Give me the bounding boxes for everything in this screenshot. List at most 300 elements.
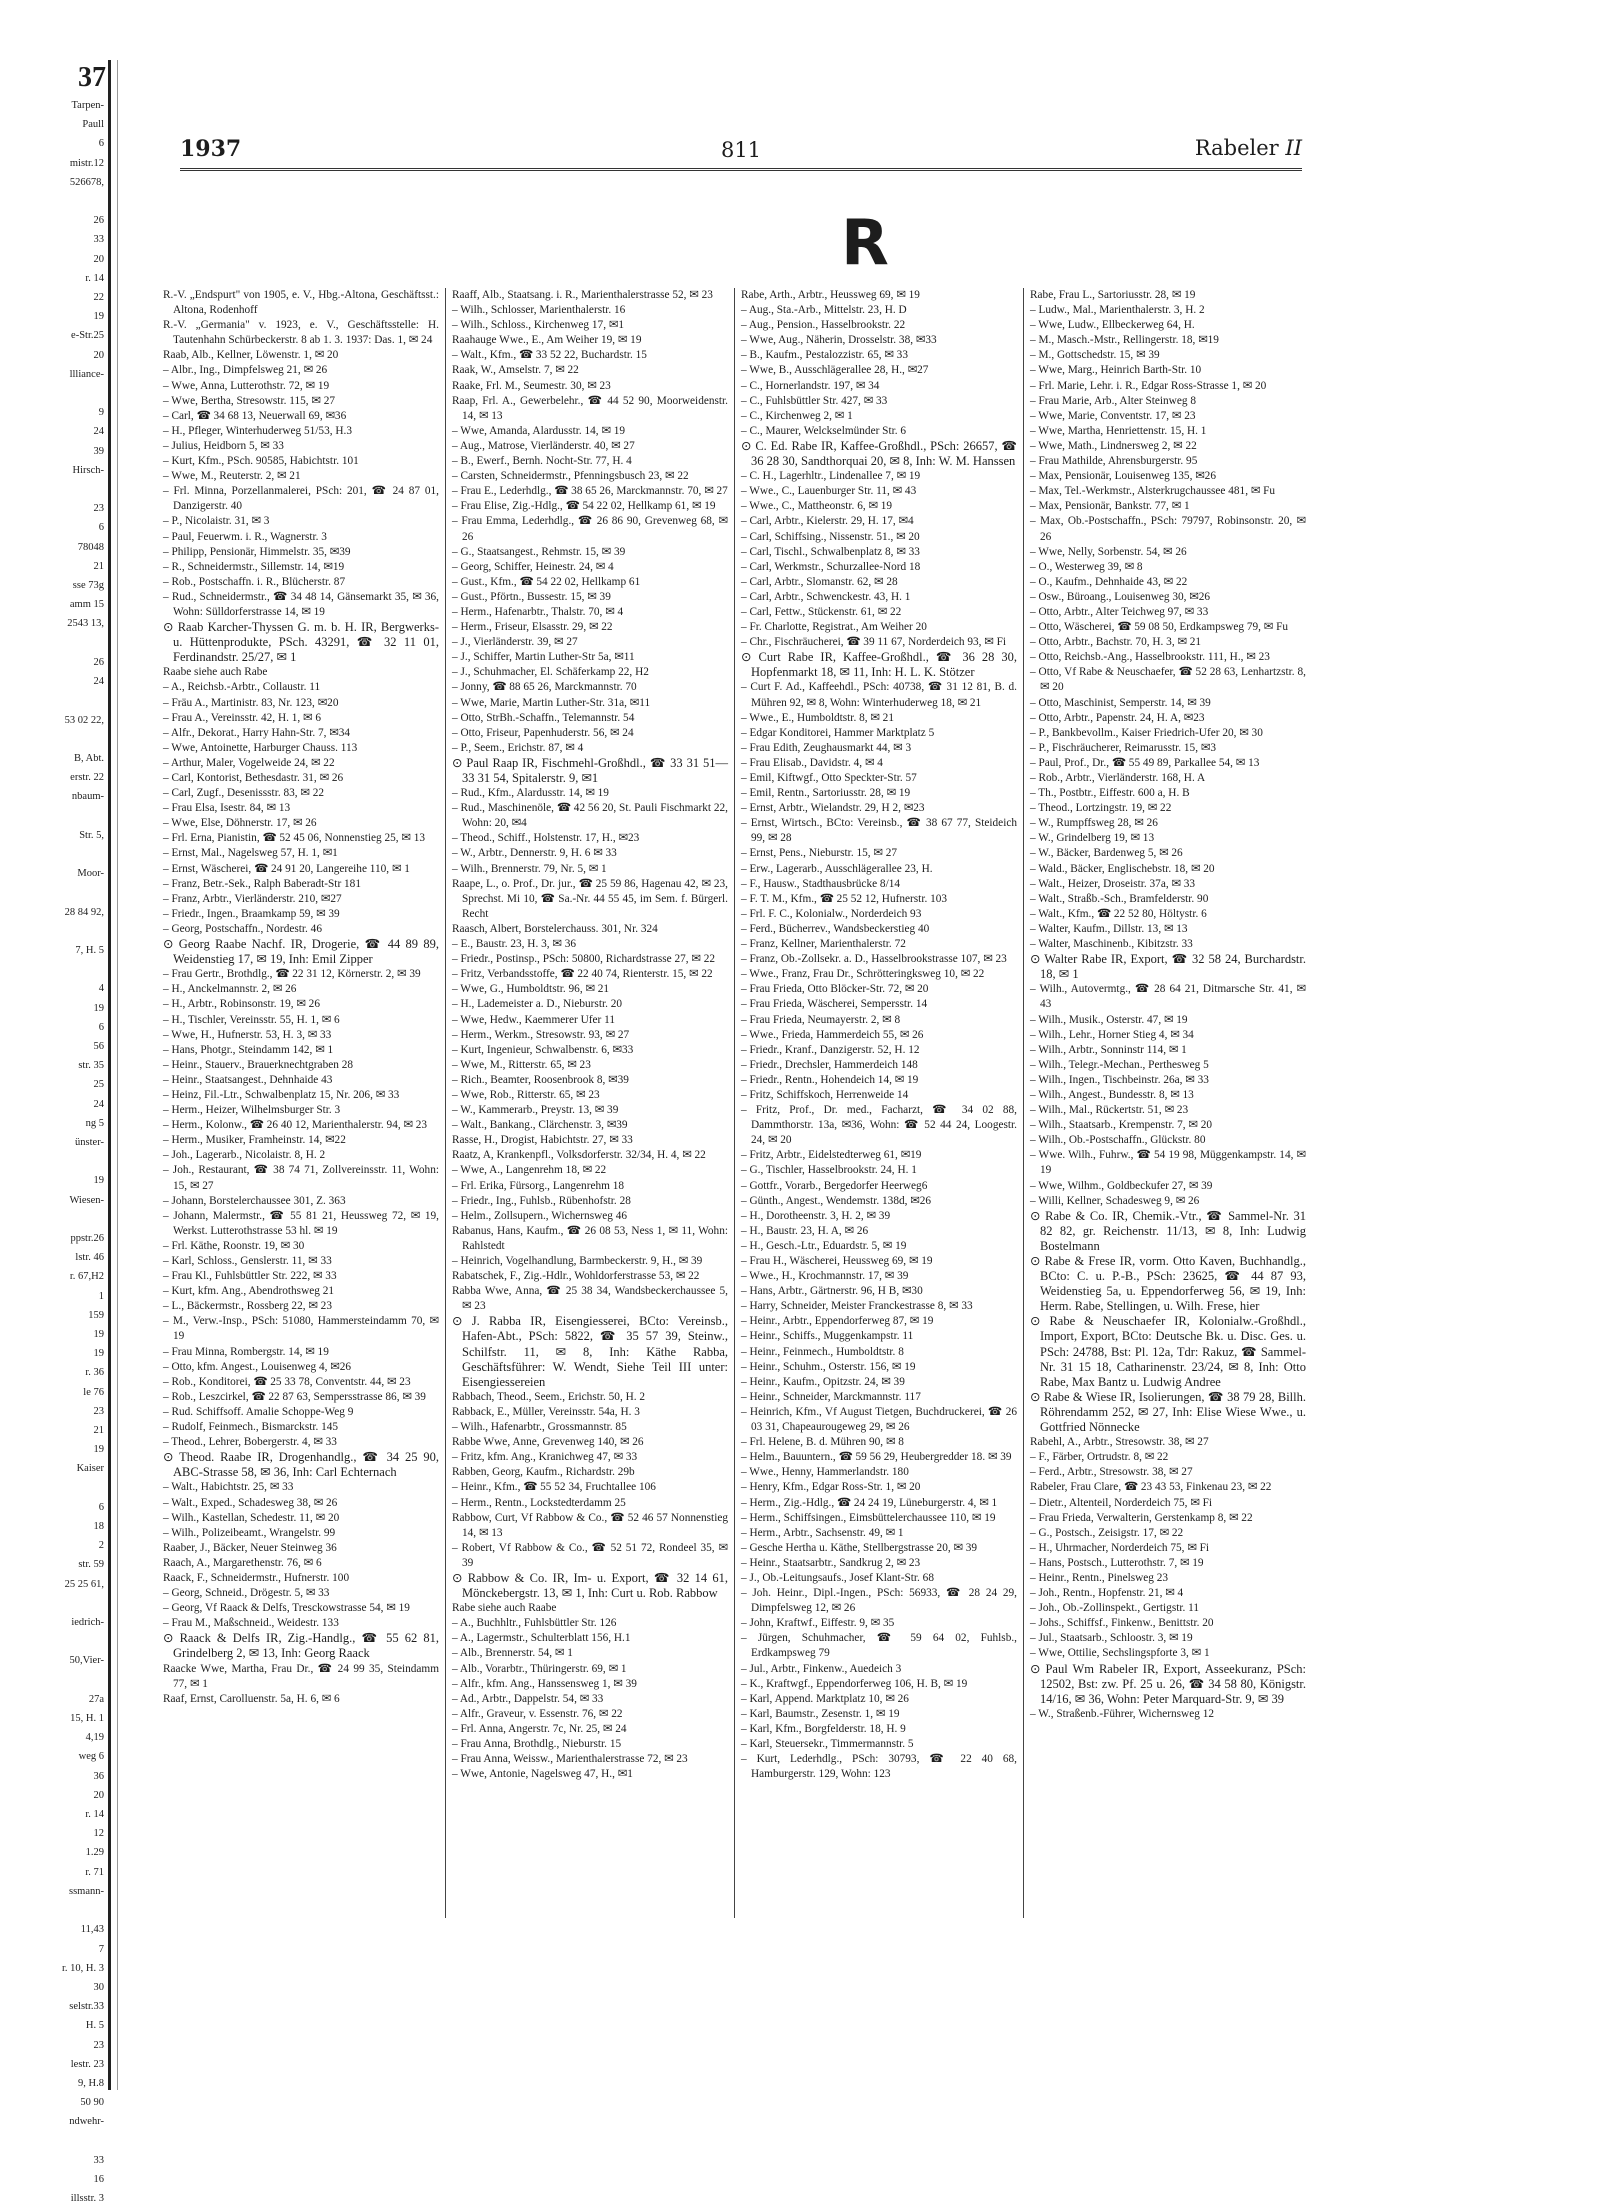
directory-entry: – Theod., Lortzingstr. 19, ✉ 22	[1030, 802, 1172, 815]
directory-entry: – Fritz, Prof., Dr. med., Facharzt, ☎ 34 02 88, Dammthorstr. 13a, ✉36, Wohn: ☎ 52 44 24, Loogestr. 24, ✉ 20	[741, 1104, 1017, 1147]
previous-page-fragment: iedrich-	[71, 1617, 104, 1629]
directory-entry: – Frau A., Vereinsstr. 42, H. 1, ✉ 6	[163, 711, 321, 724]
directory-entry: – Otto, Arbtr., Bachstr. 70, H. 3, ✉ 21	[1030, 636, 1202, 649]
directory-entry: – M., Verw.-Insp., PSch: 51080, Hammersteindamm 70, ✉ 19	[163, 1315, 439, 1343]
directory-entry: – Joh., Lagerarb., Nicolaistr. 8, H. 2	[163, 1149, 326, 1162]
directory-entry: Rabeler, Frau Clare, ☎ 23 43 53, Finkenau 23, ✉ 22	[1030, 1481, 1272, 1494]
directory-entry: – Paul, Prof., Dr., ☎ 55 49 89, Parkallee 54, ✉ 13	[1030, 756, 1260, 769]
directory-entry: – Heinr., Staatsarbtr., Sandkrug 2, ✉ 23	[741, 1556, 921, 1569]
directory-entry: – Wilh., Musik., Osterstr. 47, ✉ 19	[1030, 1013, 1188, 1026]
directory-entry: Raab, Alb., Kellner, Löwenstr. 1, ✉ 20	[163, 349, 339, 362]
running-header	[180, 136, 1302, 171]
directory-entry: – Otto, Reichsb.-Ang., Hasselbrookstr. 111, H., ✉ 23	[1030, 651, 1270, 664]
directory-entry: – Aug., Pension., Hasselbrookstr. 22	[741, 319, 906, 332]
directory-entry: – Frau Anna, Brothdlg., Nieburstr. 15	[452, 1738, 622, 1750]
column-2	[452, 288, 728, 1928]
directory-entry: – H., Pfleger, Winterhuderweg 51/53, H.3	[163, 424, 353, 437]
firm-entry: ⊙ Rabbow & Co. IR, Im- u. Export, ☎ 32 14 61, Mönckebergstr. 13, ✉ 1, Inh: Curt u. Rob. Rabbow	[452, 1570, 728, 1601]
directory-entry: – Joh., Ob.-Zollinspekt., Gertigstr. 11	[1030, 1602, 1200, 1615]
previous-page-fragment: 2	[98, 1540, 104, 1552]
directory-entry: R.-V. „Endspurt" von 1905, e. V., Hbg.-Altona, Geschäftsst.: Altona, Rodenhoff	[163, 289, 439, 317]
directory-entry: – Wwe., Henny, Hammerlandstr. 180	[741, 1466, 909, 1479]
previous-page-fragment: str. 59	[78, 1559, 104, 1571]
directory-entry: – M., Masch.-Mstr., Rellingerstr. 18, ✉19	[1030, 334, 1219, 347]
directory-entry: – Wilh., Staatsarb., Krempenstr. 7, ✉ 20	[1030, 1119, 1212, 1132]
directory-entry: Rabehl, A., Arbtr., Stresowstr. 38, ✉ 27	[1030, 1436, 1209, 1449]
directory-entry: – Heinrich, Vogelhandlung, Barmbeckerstr. 9, H., ✉ 39	[452, 1255, 703, 1267]
directory-entry: – Helm., Zollsupern., Wichernsweg 46	[452, 1209, 628, 1222]
previous-page-fragment: llliance-	[69, 368, 104, 380]
column-4	[1030, 288, 1306, 1928]
previous-page-fragment: 23	[93, 2039, 104, 2051]
firm-entry: ⊙ Theod. Raabe IR, Drogenhandlg., ☎ 34 25 90, ABC-Strasse 58, ✉ 36, Inh: Carl Echternach	[163, 1450, 439, 1480]
previous-page-fragment: lstr. 46	[75, 1252, 104, 1264]
directory-entry: – Georg, Postschaffn., Nordestr. 46	[163, 922, 322, 935]
section-letter	[0, 206, 1600, 279]
directory-entry: – O., Kaufm., Dehnhaide 43, ✉ 22	[1030, 575, 1188, 588]
directory-entry: – Wwe, Bertha, Stresowstr. 115, ✉ 27	[163, 394, 335, 407]
directory-entry: – Frl. Käthe, Roonstr. 19, ✉ 30	[163, 1239, 305, 1252]
directory-entry: – Walt., Bankang., Clärchenstr. 3, ✉39	[452, 1119, 628, 1132]
previous-page-fragment	[0, 730, 108, 749]
directory-entry: – Alfr., kfm. Ang., Hanssensweg 1, ✉ 39	[452, 1677, 637, 1690]
directory-entry: – Frau Minna, Rombergstr. 14, ✉ 19	[163, 1345, 329, 1358]
directory-entry: – M., Gottschedstr. 15, ✉ 39	[1030, 349, 1160, 362]
directory-entry: – G., Staatsangest., Rehmstr. 15, ✉ 39	[452, 545, 626, 558]
previous-page-fragment: Moor-	[77, 868, 104, 880]
directory-entry: – Alb., Brennerstr. 54, ✉ 1	[452, 1647, 573, 1660]
directory-entry: – B., Ewerf., Bernh. Nocht-Str. 77, H. 4	[452, 455, 632, 468]
previous-page-year: 37	[78, 62, 106, 93]
previous-page-fragment: r. 36	[85, 1367, 104, 1379]
directory-entry: – Wwe., E., Humboldtstr. 8, ✉ 21	[741, 711, 894, 724]
firm-entry: ⊙ Raack & Delfs IR, Zig.-Handlg., ☎ 55 62 81, Grindelberg 2, ✉ 13, Inh: Georg Raack	[163, 1631, 439, 1661]
previous-page-fragment	[0, 960, 108, 979]
directory-entry: – Aug., Matrose, Vierländerstr. 40, ✉ 27	[452, 439, 635, 452]
directory-entry: – B., Kaufm., Pestalozzistr. 65, ✉ 33	[741, 349, 908, 362]
directory-entry: – J., Schuhmacher, El. Schäferkamp 22, H2	[452, 666, 649, 679]
directory-entry: – Wwe, Nelly, Sorbenstr. 54, ✉ 26	[1030, 545, 1187, 558]
directory-entry: – Joh., Rentn., Hopfenstr. 21, ✉ 4	[1030, 1587, 1184, 1600]
directory-entry: – Wwe., C., Lauenburger Str. 11, ✉ 43	[741, 485, 917, 498]
directory-entry: – Frl. Erna, Pianistin, ☎ 52 45 06, Nonnenstieg 25, ✉ 13	[163, 832, 426, 845]
directory-entry: – Wilh., Ingen., Tischbeinstr. 26a, ✉ 33	[1030, 1073, 1209, 1086]
previous-page-fragment: 6	[98, 138, 104, 150]
previous-page-fragment: 19	[93, 1329, 104, 1340]
directory-entry: – Fräu A., Martinistr. 83, Nr. 123, ✉20	[163, 696, 339, 709]
previous-page-fragment: 28 84 92,	[64, 906, 104, 918]
directory-entry: – Friedr., Drechsler, Hammerdeich 148	[741, 1058, 918, 1071]
directory-entry: Raaber, J., Bäcker, Neuer Steinweg 36	[163, 1541, 337, 1554]
previous-page-fragment: 2543 13,	[67, 618, 104, 630]
previous-page-fragment: erstr. 22	[70, 772, 104, 784]
firm-entry: ⊙ Paul Wm Rabeler IR, Export, Asseekuranz, PSch: 12502, Bst: zw. Pf. 25 u. 26, ☎ 34 58 80, Königstr. 14/16, ✉ 36, Wohn: Peter Marquard-Str. 9, ✉ 39	[1030, 1661, 1306, 1706]
directory-entry: – J., Ob.-Leitungsaufs., Josef Klant-Str. 68	[741, 1571, 934, 1584]
directory-entry: – Fritz, kfm. Ang., Kranichweg 47, ✉ 33	[452, 1451, 638, 1464]
directory-entry: – Philipp, Pensionär, Himmelstr. 35, ✉39	[163, 545, 351, 558]
previous-page-fragment: 50,Vier-	[69, 1655, 104, 1667]
directory-entry: – Erw., Lagerarb., Ausschlägerallee 23, H.	[741, 862, 933, 875]
directory-entry: Raak, W., Amselstr. 7, ✉ 22	[452, 364, 579, 377]
previous-page-fragment: 23	[93, 1405, 104, 1417]
running-head	[1195, 136, 1302, 160]
column-1	[163, 288, 439, 1928]
directory-entry: – Wwe, Ludw., Ellbeckerweg 64, H.	[1030, 319, 1195, 332]
directory-entry: – Wwe, Anna, Lutterothstr. 72, ✉ 19	[163, 379, 330, 392]
previous-page-fragment: ndwehr-	[69, 2116, 104, 2128]
directory-entry: – Rob., Postschaffn. i. R., Blücherstr. 87	[163, 575, 346, 588]
previous-page-fragment: 19	[93, 1002, 104, 1014]
previous-page-fragment: 16	[93, 2173, 104, 2185]
firm-entry: ⊙ Walter Rabe IR, Export, ☎ 32 58 24, Burchardstr. 18, ✉ 1	[1030, 952, 1306, 982]
directory-entry: – Rud., Maschinenöle, ☎ 42 56 20, St. Pauli Fischmarkt 22, Wohn: 20, ✉4	[452, 802, 728, 830]
directory-entry: – Ad., Arbtr., Dappelstr. 54, ✉ 33	[452, 1692, 604, 1705]
directory-entry: – K., Kraftwgf., Eppendorferweg 106, H. B, ✉ 19	[741, 1677, 968, 1690]
directory-entry: – J., Vierländerstr. 39, ✉ 27	[452, 636, 578, 649]
previous-page-fragment: 159	[88, 1309, 104, 1321]
page-number: 811	[720, 138, 762, 162]
directory-entry: – Frau Kl., Fuhlsbüttler Str. 222, ✉ 33	[163, 1270, 337, 1283]
directory-entry: – Frl. Anna, Angerstr. 7c, Nr. 25, ✉ 24	[452, 1722, 627, 1735]
directory-entry: – Johann, Malermstr., ☎ 55 81 21, Heussweg 72, ✉ 19, Werkst. Lutterothstrasse 53 hl. ✉ 19	[163, 1209, 439, 1237]
directory-entry: – Wwe, Amanda, Alardusstr. 14, ✉ 19	[452, 424, 626, 437]
previous-page-fragment: selstr.33	[69, 2001, 104, 2013]
previous-page-fragment: 1	[98, 1290, 104, 1302]
directory-entry: – H., Uhrmacher, Norderdeich 75, ✉ Fi	[1030, 1541, 1210, 1554]
previous-page-fragment	[0, 691, 108, 710]
directory-entry: – Henry, Kfm., Edgar Ross-Str. 1, ✉ 20	[741, 1481, 921, 1494]
directory-entry: – Frau Elisab., Davidstr. 4, ✉ 4	[741, 756, 883, 769]
header-year: 1937	[180, 136, 242, 162]
firm-entry: ⊙ J. Rabba IR, Eisengiesserei, BCto: Vereinsb., Hafen-Abt., PSch: 5822, ☎ 35 57 39, Steinw., Schilfstr. 11, ✉ 8, Inh: Käthe Rabba, Geschäftsführer: W. Wendt, Siehe Teil III unter: Eisengiessereien	[452, 1314, 728, 1389]
directory-entry: – Wwe. Wilh., Fuhrw., ☎ 54 19 98, Müggenkampstr. 14, ✉ 19	[1030, 1149, 1306, 1177]
directory-entry: – Joh., Restaurant, ☎ 38 74 71, Zollvereinsstr. 11, Wohn: 15, ✉ 27	[163, 1164, 439, 1192]
previous-page-fragment	[0, 1632, 108, 1651]
directory-entry: Rabanus, Hans, Kaufm., ☎ 26 08 53, Ness 1, ✉ 11, Wohn: Rahlstedt	[452, 1224, 728, 1252]
previous-page-fragment	[0, 634, 108, 653]
directory-entry: – H., Baustr. 23, H. A, ✉ 26	[741, 1224, 869, 1237]
directory-entry: – Otto, Arbtr., Papenstr. 24, H. A, ✉23	[1030, 711, 1205, 724]
directory-entry: Raabe siehe auch Rabe	[163, 666, 268, 679]
directory-entry: – Albr., Ing., Dimpfelsweg 21, ✉ 26	[163, 364, 328, 377]
previous-page-fragment: 56	[93, 1040, 104, 1052]
directory-entry: – Frl. Erika, Fürsorg., Langenrehm 18	[452, 1179, 625, 1192]
directory-entry: – C., Maurer, Welckselmünder Str. 6	[741, 424, 907, 437]
previous-page-fragment: 27a	[88, 1693, 104, 1705]
directory-entry: Rabe siehe auch Raabe	[452, 1602, 557, 1615]
directory-entry: – Otto, Wäscherei, ☎ 59 08 50, Erdkampsweg 79, ✉ Fu	[1030, 621, 1289, 634]
directory-entry: – Frl. F. C., Kolonialw., Norderdeich 93	[741, 907, 922, 920]
directory-entry: – Hans, Arbtr., Gärtnerstr. 96, H B, ✉30	[741, 1285, 923, 1298]
directory-entry: – Herm., Werkm., Stresowstr. 93, ✉ 27	[452, 1028, 630, 1041]
previous-page-fragment: 26	[93, 215, 104, 227]
directory-entry: – Wwe., Franz, Frau Dr., Schrötteringksweg 10, ✉ 22	[741, 968, 985, 981]
directory-entry: – Frau Frieda, Neumayerstr. 2, ✉ 8	[741, 1013, 901, 1026]
directory-entry: – Chr., Fischräucherei, ☎ 39 11 67, Norderdeich 93, ✉ Fi	[741, 636, 1007, 649]
directory-entry: – Frl. Minna, Porzellanmalerei, PSch: 201, ☎ 24 87 01, Danzigerstr. 40	[163, 485, 439, 513]
directory-entry: – O., Westerweg 39, ✉ 8	[1030, 560, 1143, 573]
previous-page-fragment	[0, 1210, 108, 1229]
directory-entry: – Wwe, Marg., Heinrich Barth-Str. 10	[1030, 364, 1202, 377]
previous-page-fragment: 19	[93, 1348, 104, 1360]
directory-entry: – Herm., Musiker, Framheinstr. 14, ✉22	[163, 1134, 346, 1147]
directory-entry: – Wilh., Arbtr., Sonninstr 114, ✉ 1	[1030, 1043, 1187, 1056]
directory-entry: – G., Postsch., Zeisigstr. 17, ✉ 22	[1030, 1526, 1184, 1539]
directory-entry: – F., Hausw., Stadthausbrücke 8/14	[741, 877, 901, 890]
directory-entry: – Rich., Beamter, Roosenbrook 8, ✉39	[452, 1073, 629, 1086]
directory-entry: – Wwe, Aug., Näherin, Drosselstr. 38, ✉33	[741, 334, 937, 347]
firm-entry: ⊙ Rabe & Co. IR, Chemik.-Vtr., ☎ Sammel-Nr. 31 82 82, gr. Reichenstr. 11/13, ✉ 8, Inh: Ludwig Bostelmann	[1030, 1208, 1306, 1253]
firm-entry: ⊙ Curt Rabe IR, Kaffee-Großhdl., ☎ 36 28 30, Hopfenmarkt 18, ✉ 11, Inh: H. L. K. Stötzer	[741, 650, 1017, 680]
directory-entry: – Theod., Lehrer, Bobergerstr. 4, ✉ 33	[163, 1436, 337, 1449]
directory-entry: – Hans, Postsch., Lutterothstr. 7, ✉ 19	[1030, 1556, 1204, 1569]
previous-page-fragment: 6	[98, 1021, 104, 1033]
directory-entry: – Friedr., Rentn., Hohendeich 14, ✉ 19	[741, 1073, 919, 1086]
directory-entry: – Carl, ☎ 34 68 13, Neuerwall 69, ✉36	[163, 409, 347, 422]
previous-page-fragment: 9	[98, 407, 104, 419]
directory-entry: – Curt F. Ad., Kaffeehdl., PSch: 40738, ☎ 31 12 81, B. d. Mühren 92, ✉ 8, Wohn: Winterhuderweg 18, ✉ 21	[741, 681, 1017, 709]
directory-entry: – Frau Marie, Arb., Alter Steinweg 8	[1030, 394, 1196, 407]
directory-entry: – Wwe, G., Humboldtstr. 96, ✉ 21	[452, 983, 610, 996]
directory-entry: – Arthur, Maler, Vogelweide 24, ✉ 22	[163, 756, 335, 769]
directory-entry: – Wilh., Hafenarbtr., Grossmannstr. 85	[452, 1421, 627, 1434]
previous-page-fragment: r. 14	[85, 1809, 104, 1821]
directory-entry: – Wilh., Autovermtg., ☎ 28 64 21, Ditmarsche Str. 41, ✉ 43	[1030, 983, 1306, 1011]
directory-entry: – Fritz, Verbandsstoffe, ☎ 22 40 74, Rienterstr. 15, ✉ 22	[452, 968, 713, 981]
previous-page-fragment: weg 6	[78, 1751, 104, 1763]
directory-entry: – Gust., Kfm., ☎ 54 22 02, Hellkamp 61	[452, 575, 641, 588]
directory-entry: – Wwe, B., Ausschlägerallee 28, H., ✉27	[741, 364, 929, 377]
previous-page-fragment: r. 67,H2	[69, 1271, 104, 1283]
directory-entry: – Walt., Straßb.-Sch., Bramfelderstr. 90	[1030, 892, 1209, 905]
directory-entry: – Aug., Sta.-Arb., Mittelstr. 23, H. D	[741, 304, 907, 317]
directory-entry: – Wald., Bäcker, Englischebstr. 18, ✉ 20	[1030, 862, 1215, 875]
directory-entry: – Günth., Angest., Wendemstr. 138d, ✉26	[741, 1194, 932, 1207]
directory-entry: – Walter, Kaufm., Dillstr. 13, ✉ 13	[1030, 922, 1188, 935]
previous-page-fragment	[0, 922, 108, 941]
directory-entry: – Max, Pensionär, Louisenweg 135, ✉26	[1030, 470, 1216, 483]
previous-page-fragment: 20	[93, 253, 104, 265]
previous-page-fragment: 4	[98, 983, 104, 995]
directory-entry: – Herm., Rentn., Lockstedterdamm 25	[452, 1496, 626, 1509]
directory-entry: – Otto, StrBh.-Schaffn., Telemannstr. 54	[452, 711, 635, 724]
directory-entry: – Rob., Leszcirkel, ☎ 22 87 63, Sempersstrasse 86, ✉ 39	[163, 1390, 426, 1403]
previous-page-fragment: 11,43	[80, 1924, 104, 1936]
directory-entry: – A., Reichsb.-Arbtr., Collaustr. 11	[163, 681, 321, 694]
previous-page-fragment: 30	[93, 1981, 104, 1993]
directory-entry: – Heinr., Kfm., ☎ 55 52 34, Fruchtallee 106	[452, 1481, 656, 1494]
directory-entry: – Wilh., Lehr., Horner Stieg 4, ✉ 34	[1030, 1028, 1194, 1041]
directory-entry: – Franz, Ob.-Zollsekr. a. D., Hasselbrookstrasse 107, ✉ 23	[741, 953, 1007, 966]
directory-entry: – Johs., Schiffsf., Finkenw., Benittstr. 20	[1030, 1617, 1214, 1630]
previous-page-fragment: 19	[93, 311, 104, 323]
previous-page-fragment: 25	[93, 1079, 104, 1091]
directory-entry: – Paul, Feuerwm. i. R., Wagnerstr. 3	[163, 530, 327, 543]
directory-entry: – Karl, Append. Marktplatz 10, ✉ 26	[741, 1692, 909, 1705]
directory-entry: – John, Kraftwf., Eiffestr. 9, ✉ 35	[741, 1617, 895, 1630]
directory-entry: – Frau Mathilde, Ahrensburgerstr. 95	[1030, 455, 1198, 468]
directory-entry: – Frau E., Lederhdlg., ☎ 38 65 26, Marckmannstr. 70, ✉ 27	[452, 485, 728, 498]
directory-entry: – Fritz, Arbtr., Eidelstedterweg 61, ✉19	[741, 1149, 922, 1162]
directory-entry: – F., Färber, Ortrudstr. 8, ✉ 22	[1030, 1451, 1169, 1464]
directory-entry: – Heinr., Schiffs., Muggenkampstr. 11	[741, 1330, 914, 1343]
previous-page-fragment: 7, H. 5	[75, 944, 104, 956]
directory-entry: – Herm., Heizer, Wilhelmsburger Str. 3	[163, 1104, 341, 1117]
directory-entry: – Rudolf, Feinmech., Bismarckstr. 145	[163, 1421, 339, 1434]
directory-entry: Raap, Frl. A., Gewerbelehr., ☎ 44 52 90, Moorweidenstr. 14, ✉ 13	[452, 394, 728, 422]
firm-entry: ⊙ Raab Karcher-Thyssen G. m. b. H. IR, Bergwerks- u. Hüttenprodukte, PSch. 43291, ☎ 32 11 01, Ferdinandstr. 25/27, ✉ 1	[163, 620, 439, 665]
previous-page-fragment: 21	[93, 560, 104, 572]
firm-entry: ⊙ Georg Raabe Nachf. IR, Drogerie, ☎ 44 89 89, Weidenstieg 17, ✉ 19, Inh: Emil Zipper	[163, 937, 439, 967]
previous-page-fragment: le 76	[83, 1386, 104, 1398]
directory-entry: – W., Grindelberg 19, ✉ 13	[1030, 832, 1155, 845]
previous-page-fragment: str. 35	[78, 1060, 104, 1072]
directory-entry: – Wwe., H., Krochmannstr. 17, ✉ 39	[741, 1270, 909, 1283]
previous-page-fragment: ünster-	[75, 1136, 104, 1148]
directory-entry: – Herm., Friseur, Elsasstr. 29, ✉ 22	[452, 621, 613, 634]
firm-entry: ⊙ C. Ed. Rabe IR, Kaffee-Großhdl., PSch: 26657, ☎ 36 28 30, Sandthorquai 20, ✉ 8, Inh: W. M. Hanssen	[741, 438, 1017, 469]
directory-entry: – Otto, Maschinist, Semperstr. 14, ✉ 39	[1030, 696, 1211, 709]
directory-entry: – L., Bäckermstr., Rossberg 22, ✉ 23	[163, 1300, 332, 1313]
directory-entry: – Frau Edith, Zeughausmarkt 44, ✉ 3	[741, 741, 912, 754]
directory-entry: – Franz, Betr.-Sek., Ralph Baberadt-Str 181	[163, 877, 361, 890]
directory-entry: Rabba Wwe, Anna, ☎ 25 38 34, Wandsbeckerchaussee 5, ✉ 23	[452, 1285, 728, 1313]
directory-entry: – H., Arbtr., Robinsonstr. 19, ✉ 26	[163, 998, 320, 1011]
directory-entry: Rabe, Frau L., Sartoriusstr. 28, ✉ 19	[1030, 289, 1196, 301]
previous-page-fragment: mistr.12	[69, 157, 104, 169]
previous-page-fragment: 12	[93, 1828, 104, 1840]
directory-entry: – Wilh., Brennerstr. 79, Nr. 5, ✉ 1	[452, 862, 607, 875]
directory-entry: – Herm., Kolonw., ☎ 26 40 12, Marienthalerstr. 94, ✉ 23	[163, 1119, 428, 1132]
directory-entry: – Friedr., Ing., Fuhlsb., Rübenhofstr. 28	[452, 1194, 631, 1207]
previous-page-fragment: 18	[93, 1521, 104, 1533]
directory-entry: – Rob., Konditorei, ☎ 25 33 78, Conventstr. 44, ✉ 23	[163, 1375, 411, 1388]
directory-entry: – W., Straßenb.-Führer, Wichernsweg 12	[1030, 1707, 1214, 1720]
directory-entry: – Wwe, Math., Lindnersweg 2, ✉ 22	[1030, 439, 1197, 452]
directory-entry: – Ernst, Wirtsch., BCto: Vereinsb., ☎ 38 67 77, Steideich 99, ✉ 28	[741, 817, 1017, 845]
directory-entry: – Ludw., Mal., Marienthalerstr. 3, H. 2	[1030, 304, 1205, 317]
directory-entry: – H., Tischler, Vereinsstr. 55, H. 1, ✉ 6	[163, 1013, 340, 1026]
previous-page-fragment	[0, 2132, 108, 2151]
directory-entry: – Julius, Heidborn 5, ✉ 33	[163, 439, 284, 452]
previous-page-fragment: 6	[98, 1501, 104, 1513]
directory-entry: – Kurt, Ingenieur, Schwalbenstr. 6, ✉33	[452, 1043, 634, 1056]
directory-entry: – Kurt, Kfm., PSch. 90585, Habichtstr. 101	[163, 455, 359, 468]
directory-entry: – Karl, Steuersekr., Timmermannstr. 5	[741, 1738, 914, 1750]
directory-entry: Rabatschek, F., Zig.-Hdlr., Wohldorferstrasse 53, ✉ 22	[452, 1270, 700, 1283]
previous-page-fragment: r. 10, H. 3	[62, 1962, 104, 1974]
directory-entry: – J., Schiffer, Martin Luther-Str 5a, ✉11	[452, 651, 635, 664]
directory-entry: – Heinrich, Kfm., Vf August Tietgen, Buchdruckerei, ☎ 26 03 31, Chapeaurougeweg 29, ✉ 26	[741, 1405, 1017, 1434]
directory-entry: – Wwe, Ottilie, Sechslingspforte 3, ✉ 1	[1030, 1647, 1210, 1660]
directory-entry: – Helm., Bauuntern., ☎ 59 56 29, Heubergredder 18. ✉ 39	[741, 1451, 1012, 1464]
directory-entry: – Heinr., Stauerv., Brauerknechtgraben 28	[163, 1058, 353, 1071]
directory-entry: – Wilh., Telegr.-Mechan., Perthesweg 5	[1030, 1058, 1209, 1071]
previous-page-fragment: 33	[93, 234, 104, 246]
directory-entry: – Alb., Vorarbtr., Thüringerstr. 69, ✉ 1	[452, 1662, 627, 1675]
directory-entry: – Rud., Schneidermstr., ☎ 34 48 14, Gänsemarkt 35, ✉ 36, Wohn: Sülldorferstrasse 14, ✉ 19	[163, 590, 439, 618]
directory-entry: Rabbach, Theod., Seem., Erichstr. 50, H. 2	[452, 1390, 646, 1403]
directory-entry: – Th., Postbtr., Eiffestr. 600 a, H. B	[1030, 787, 1190, 800]
directory-entry: – Heinz, Fil.-Ltr., Schwalbenplatz 15, Nr. 206, ✉ 33	[163, 1088, 400, 1101]
directory-entry: – H., Lademeister a. D., Nieburstr. 20	[452, 998, 623, 1011]
directory-entry: – W., Arbtr., Dennerstr. 9, H. 6 ✉ 33	[452, 847, 617, 860]
previous-page-fragment	[0, 1152, 108, 1171]
directory-entry: – W., Rumpffsweg 28, ✉ 26	[1030, 817, 1158, 830]
previous-page-fragment: ppstr.26	[70, 1232, 104, 1244]
firm-entry: ⊙ Rabe & Frese IR, vorm. Otto Kaven, Buchhandlg., BCto: C. u. P.-B., PSch: 23625, ☎ 44 87 93, Weidenstieg 5a, u. Eppendorferweg 56, ✉ 19, Inh: Herm. Rabe, Stellingen, u. Wilh. Frese, hier	[1030, 1254, 1306, 1314]
running-head-name: Rabeler	[1194, 136, 1279, 160]
directory-entry: – Gust., Pförtn., Bussestr. 15, ✉ 39	[452, 590, 611, 603]
directory-entry: – Frau Frieda, Verwalterin, Gerstenkamp 8, ✉ 22	[1030, 1511, 1253, 1524]
directory-entry: – Hans, Photgr., Steindamm 142, ✉ 1	[163, 1043, 334, 1056]
directory-entry: – Frau Anna, Weissw., Marienthalerstrasse 72, ✉ 23	[452, 1753, 688, 1766]
directory-entry: – Georg, Schneid., Drögestr. 5, ✉ 33	[163, 1587, 330, 1600]
directory-entry: – Osw., Büroang., Louisenweg 30, ✉26	[1030, 590, 1211, 603]
directory-entry: – Dietr., Altenteil, Norderdeich 75, ✉ Fi	[1030, 1496, 1213, 1509]
directory-entry: Rabbow, Curt, Vf Rabbow & Co., ☎ 52 46 57 Nonnenstieg 14, ✉ 13	[452, 1511, 728, 1539]
previous-page-fragment: ng 5	[85, 1117, 104, 1129]
directory-entry: – Wilh., Polizeibeamt., Wrangelstr. 99	[163, 1526, 336, 1539]
directory-entry: – Wwe, Marie, Conventstr. 17, ✉ 23	[1030, 409, 1196, 422]
directory-entry: – Friedr., Kranf., Danzigerstr. 52, H. 12	[741, 1043, 920, 1056]
directory-entry: R.-V. „Germania" v. 1923, e. V., Geschäftsstelle: H. Tautenhahn Schürbeckerstr. 8 ab 1. 3. 1937: Das. 1, ✉ 24	[163, 319, 439, 347]
directory-entry: – P., Fischräucherer, Reimarusstr. 15, ✉3	[1030, 741, 1216, 754]
directory-entry: – Karl, Kfm., Borgfelderstr. 18, H. 9	[741, 1722, 906, 1735]
directory-entry: – Kurt, Lederhdlg., PSch: 30793, ☎ 22 40 68, Hamburgerstr. 129, Wohn: 123	[741, 1753, 1017, 1781]
previous-page-fragment	[0, 807, 108, 826]
directory-entry: Rabback, E., Müller, Vereinsstr. 54a, H. 3	[452, 1405, 640, 1418]
directory-entry: – Heinr., Kaufm., Opitzstr. 24, ✉ 39	[741, 1375, 905, 1388]
directory-entry: Raatz, A, Krankenpfl., Volksdorferstr. 32/34, H. 4, ✉ 22	[452, 1149, 706, 1162]
previous-page-fragment: B, Abt.	[73, 752, 104, 764]
previous-page-fragment: 24	[93, 676, 104, 688]
directory-entry: – C., Kirchenweg 2, ✉ 1	[741, 409, 853, 422]
directory-entry: – Ferd., Arbtr., Stresowstr. 38, ✉ 27	[1030, 1466, 1193, 1479]
previous-page-fragment: 7	[98, 1943, 104, 1955]
directory-entry: – Wwe, A., Langenrehm 18, ✉ 22	[452, 1164, 607, 1177]
directory-entry: – Max, Pensionär, Bankstr. 77, ✉ 1	[1030, 500, 1190, 513]
directory-entry: – Frau Gertr., Brothdlg., ☎ 22 31 12, Körnerstr. 2, ✉ 39	[163, 968, 421, 981]
directory-entry: Rabben, Georg, Kaufm., Richardstr. 29b	[452, 1466, 635, 1479]
previous-page-fragment: 24	[93, 426, 104, 438]
directory-entry: – Georg, Schiffer, Heinestr. 24, ✉ 4	[452, 560, 614, 573]
previous-page-fragment: 26	[93, 656, 104, 668]
directory-entry: – Wwe, Antonie, Nagelsweg 47, H., ✉1	[452, 1768, 633, 1781]
directory-entry: – F. T. M., Kfm., ☎ 25 52 12, Hufnerstr. 103	[741, 892, 948, 905]
directory-entry: – A., Lagermstr., Schulterblatt 156, H.1	[452, 1632, 631, 1645]
directory-entry: Raaff, Alb., Staatsang. i. R., Marienthalerstrasse 52, ✉ 23	[452, 289, 713, 301]
previous-page-fragment: 1.29	[85, 1847, 104, 1859]
directory-entry: – G., Tischler, Hasselbrookstr. 24, H. 1	[741, 1164, 917, 1177]
directory-entry: Raach, A., Margarethenstr. 76, ✉ 6	[163, 1556, 322, 1569]
directory-entry: – Frl. Marie, Lehr. i. R., Edgar Ross-Strasse 1, ✉ 20	[1030, 379, 1267, 392]
directory-entry: Raaf, Ernst, Carolluenstr. 5a, H. 6, ✉ 6	[163, 1692, 340, 1705]
directory-entry: – Frau Frieda, Wäscherei, Sempersstr. 14	[741, 998, 928, 1011]
directory-entry: – Otto, kfm. Angest., Louisenweg 4, ✉26	[163, 1360, 352, 1373]
directory-entry: – Ernst, Pens., Nieburstr. 15, ✉ 27	[741, 847, 898, 860]
directory-entry: – Heinr., Rentn., Pinelsweg 23	[1030, 1571, 1169, 1584]
directory-entry: – Carl, Arbtr., Slomanstr. 62, ✉ 28	[741, 575, 898, 588]
previous-page-fragment	[0, 480, 108, 499]
directory-entry: – C., Fuhlsbüttler Str. 427, ✉ 33	[741, 394, 888, 407]
directory-entry: – Kurt, kfm. Ang., Abendrothsweg 21	[163, 1285, 335, 1298]
directory-entry: – Frau Frieda, Otto Blöcker-Str. 72, ✉ 20	[741, 983, 929, 996]
directory-entry: – Ernst, Wäscherei, ☎ 24 91 20, Langereihe 110, ✉ 1	[163, 862, 410, 875]
previous-page-fragment: Hirsch-	[72, 464, 104, 476]
directory-entry: – Wwe, Marie, Martin Luther-Str. 31a, ✉11	[452, 696, 651, 709]
directory-entry: – Gottfr., Vorarb., Bergedorfer Heerweg6	[741, 1179, 928, 1192]
